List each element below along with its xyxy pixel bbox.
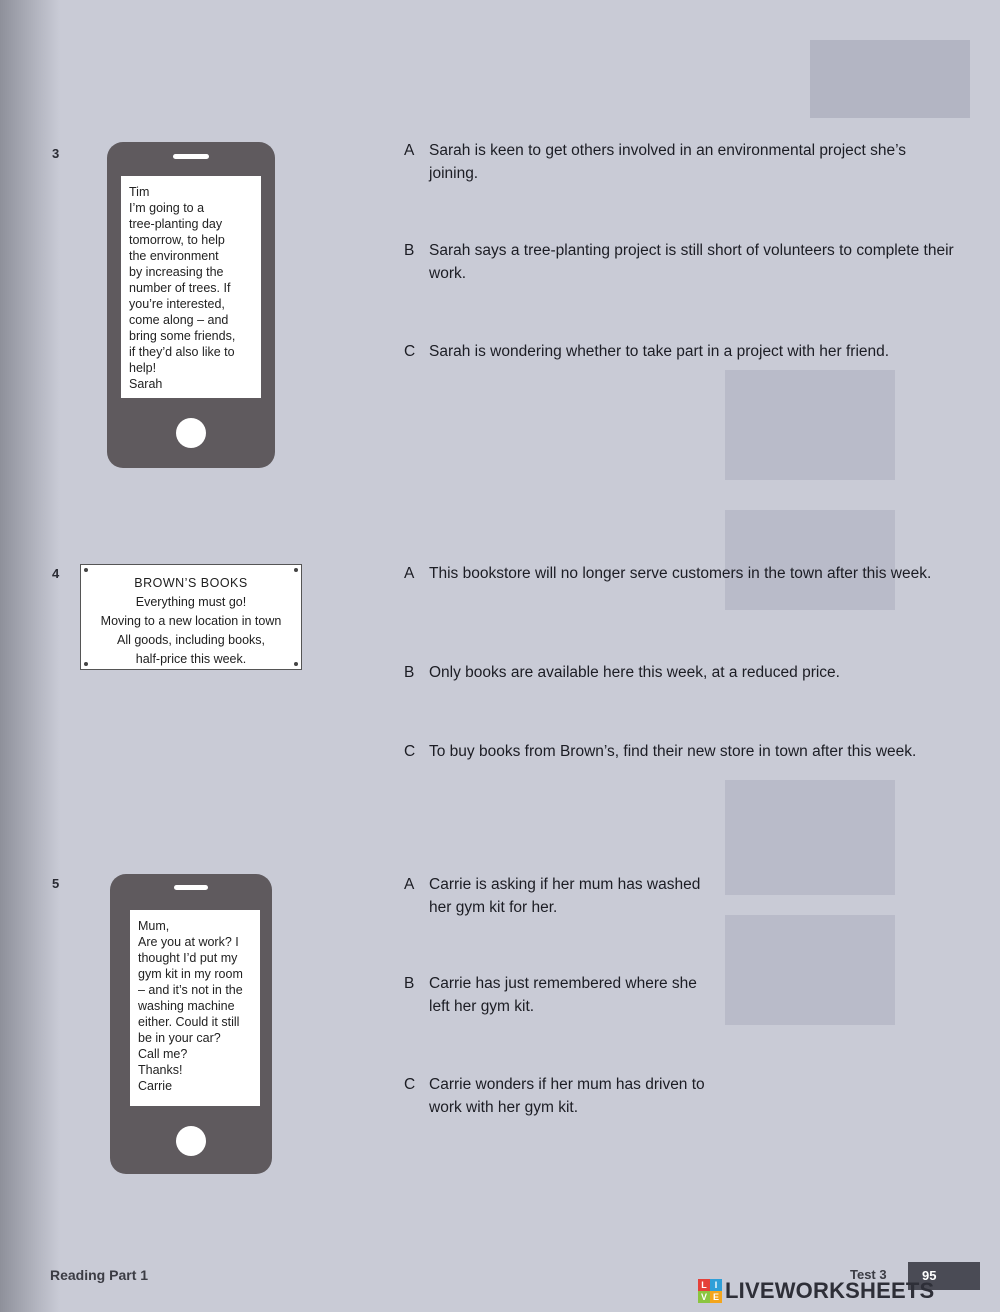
option-text: Only books are available here this week, at a reduced price. <box>429 664 840 681</box>
message-line: be in your car? <box>138 1031 221 1045</box>
message-line: gym kit in my room <box>138 967 243 981</box>
show-through-tab <box>810 40 970 118</box>
message-line: come along – and <box>129 313 229 327</box>
logo-letter: I <box>710 1279 722 1291</box>
page-binding-shadow <box>0 0 60 1312</box>
notice-line: All goods, including books, <box>116 633 265 647</box>
message-screen <box>121 176 261 398</box>
message-line: Are you at work? I <box>138 935 239 949</box>
option-letter: A <box>404 142 415 159</box>
message-line: tomorrow, to help <box>129 233 225 247</box>
option-text: Sarah says a tree-planting project is still short of volunteers to complete their work. <box>429 242 954 282</box>
footer-test-label: Test 3 <box>850 1267 887 1282</box>
message-line: washing machine <box>138 999 235 1013</box>
question-number: 4 <box>52 566 60 581</box>
option-letter: A <box>404 876 415 893</box>
notice-line: Everything must go! <box>135 595 247 609</box>
phone-home-button <box>176 418 206 448</box>
option-text: Carrie is asking if her mum has washed her gym kit for her. <box>429 876 701 916</box>
message-line: either. Could it still <box>138 1015 240 1029</box>
message-line: help! <box>129 361 157 375</box>
logo-letter: L <box>698 1279 710 1291</box>
question-number: 3 <box>52 146 60 161</box>
option-letter: A <box>404 565 415 582</box>
option-text: Carrie wonders if her mum has driven to work with her gym kit. <box>429 1076 705 1116</box>
option-letter: C <box>404 343 416 360</box>
bookshop-notice <box>80 564 302 670</box>
liveworksheets-logo-icon <box>698 1279 722 1303</box>
message-line: thought I’d put my <box>138 951 238 965</box>
notice-pin <box>84 568 88 572</box>
notice-pin <box>84 662 88 666</box>
notice-title: BROWN’S BOOKS <box>134 576 248 590</box>
phone-speaker <box>174 885 208 890</box>
option-text: Sarah is wondering whether to take part in a project with her friend. <box>429 343 890 360</box>
message-line: Mum, <box>138 919 170 933</box>
message-line: number of trees. If <box>129 281 231 295</box>
question-number: 5 <box>52 876 60 891</box>
message-line: Tim <box>129 185 150 199</box>
show-through-photo <box>725 915 895 1025</box>
notice-pin <box>294 662 298 666</box>
phone-message <box>110 874 272 1174</box>
message-line: Thanks! <box>138 1063 183 1077</box>
show-through-photo <box>725 780 895 895</box>
phone-speaker <box>173 154 209 159</box>
message-line: I’m going to a <box>129 201 205 215</box>
notice-pin <box>294 568 298 572</box>
footer-section-label: Reading Part 1 <box>50 1267 149 1283</box>
option-letter: B <box>404 975 415 992</box>
option-text: Sarah is keen to get others involved in an environmental project she’s joining. <box>429 142 907 182</box>
logo-letter: V <box>698 1291 710 1303</box>
message-line: – and it’s not in the <box>138 983 243 997</box>
page-number: 95 <box>908 1262 980 1290</box>
notice-line: Moving to a new location in town <box>100 614 282 628</box>
message-screen <box>130 910 260 1106</box>
message-line: tree-planting day <box>129 217 223 231</box>
phone-home-button <box>176 1126 206 1156</box>
liveworksheets-brand[interactable] <box>698 1277 934 1305</box>
message-line: Sarah <box>129 377 163 391</box>
message-line: Carrie <box>138 1079 173 1093</box>
option-text: To buy books from Brown’s, find their new store in town after this week. <box>429 743 917 760</box>
brand-name: LIVEWORKSHEETS <box>725 1278 935 1303</box>
logo-letter: E <box>710 1291 722 1303</box>
show-through-photo <box>725 510 895 610</box>
message-line: you’re interested, <box>129 297 225 311</box>
option-text: This bookstore will no longer serve customers in the town after this week. <box>429 565 932 582</box>
notice-line: half-price this week. <box>135 652 247 666</box>
option-letter: B <box>404 664 415 681</box>
message-line: the environment <box>129 249 219 263</box>
option-letter: C <box>404 743 416 760</box>
option-letter: B <box>404 242 415 259</box>
message-line: bring some friends, <box>129 329 236 343</box>
message-line: if they’d also like to <box>129 345 235 359</box>
option-letter: C <box>404 1076 416 1093</box>
message-line: by increasing the <box>129 265 224 279</box>
show-through-photo <box>725 370 895 480</box>
message-line: Call me? <box>138 1047 188 1061</box>
option-text: Carrie has just remembered where she left her gym kit. <box>429 975 697 1015</box>
phone-message <box>107 142 275 468</box>
